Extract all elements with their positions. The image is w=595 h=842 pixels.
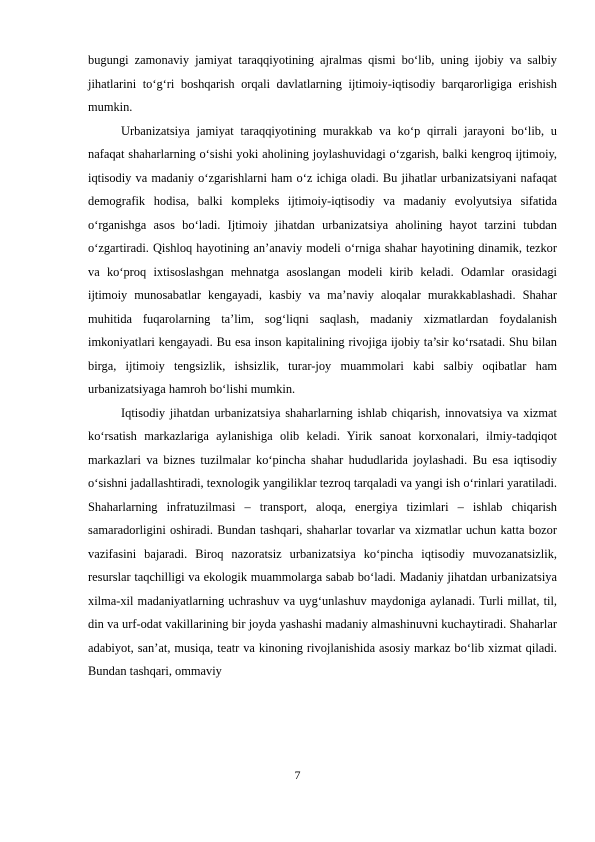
paragraph-continuation: bugungi zamonaviy jamiyat taraqqiyotining ajralmas qismi bo‘lib, uning ijobiy va salbiy jihatlarini to‘g‘ri boshqarish orqali davlatlarning ijtimoiy-iqtisodiy barqarorligiga erishish mumkin. [88, 53, 557, 114]
paragraph-urbanization-social: Urbanizatsiya jamiyat taraqqiyotining murakkab va ko‘p qirrali jarayoni bo‘lib, u nafaqat shaharlarning o‘sishi yoki aholining joylashuvidagi o‘zgarish, balki kengroq ijtimoiy, iqtisodiy va madaniy o‘zgarishlarni ham o‘z ichiga oladi. Bu jihatlar urbanizatsiyani nafaqat demografik hodisa, balki kompleks ijtimoiy-iqtisodiy va madaniy evolyutsiya sifatida o‘rganishga asos bo‘ladi. Ijtimoiy jihatdan urbanizatsiya aholining hayot tarzini tubdan o‘zgartiradi. Qishloq hayotining an’anaviy modeli o‘rniga shahar hayotining dinamik, tezkor va ko‘proq ixtisoslashgan mehnatga asoslangan modeli kirib keladi. Odamlar orasidagi ijtimoiy munosabatlar kengayadi, kasbiy va ma’naviy aloqalar murakkablashadi. Shahar muhitida fuqarolarning ta’lim, sog‘liqni saqlash, madaniy xizmatlardan foydalanish imkoniyatlari kengayadi. Bu esa inson kapitalining rivojiga ijobiy ta’sir ko‘rsatadi. Shu bilan birga, ijtimoiy tengsizlik, ishsizlik, turar-joy muammolari kabi salbiy oqibatlar ham urbanizatsiyaga hamroh bo‘lishi mumkin. [88, 123, 557, 396]
page-number: 7 [294, 768, 301, 782]
body-text [88, 49, 557, 684]
paragraph-urbanization-economic: Iqtisodiy jihatdan urbanizatsiya shaharlarning ishlab chiqarish, innovatsiya va xizmat ko‘rsatish markazlariga aylanishiga olib keladi. Yirik sanoat korxonalari, ilmiy-tadqiqot markazlari va biznes tuzilmalar ko‘pincha shahar hududlarida joylashadi. Bu esa iqtisodiy o‘sishni jadallashtiradi, texnologik yangiliklar tezroq tarqaladi va yangi ish o‘rinlari yaratiladi. Shaharlarning infratuzilmasi – transport, aloqa, energiya tizimlari – ishlab chiqarish samaradorligini oshiradi. Bundan tashqari, shaharlar tovarlar va xizmatlar uchun katta bozor vazifasini bajaradi. Biroq nazoratsiz urbanizatsiya ko‘pincha iqtisodiy muvozanatsizlik, resurslar taqchilligi va ekologik muammolarga sabab bo‘ladi. Madaniy jihatdan urbanizatsiya xilma-xil madaniyatlarning uchrashuv va uyg‘unlashuv maydoniga aylanadi. Turli millat, til, din va urf-odat vakillarining bir joyda yashashi madaniy almashinuvni kuchaytiradi. Shaharlar adabiyot, san’at, musiqa, teatr va kinoning rivojlanishida asosiy markaz bo‘lib xizmat qiladi. Bundan tashqari, ommaviy [88, 405, 557, 678]
